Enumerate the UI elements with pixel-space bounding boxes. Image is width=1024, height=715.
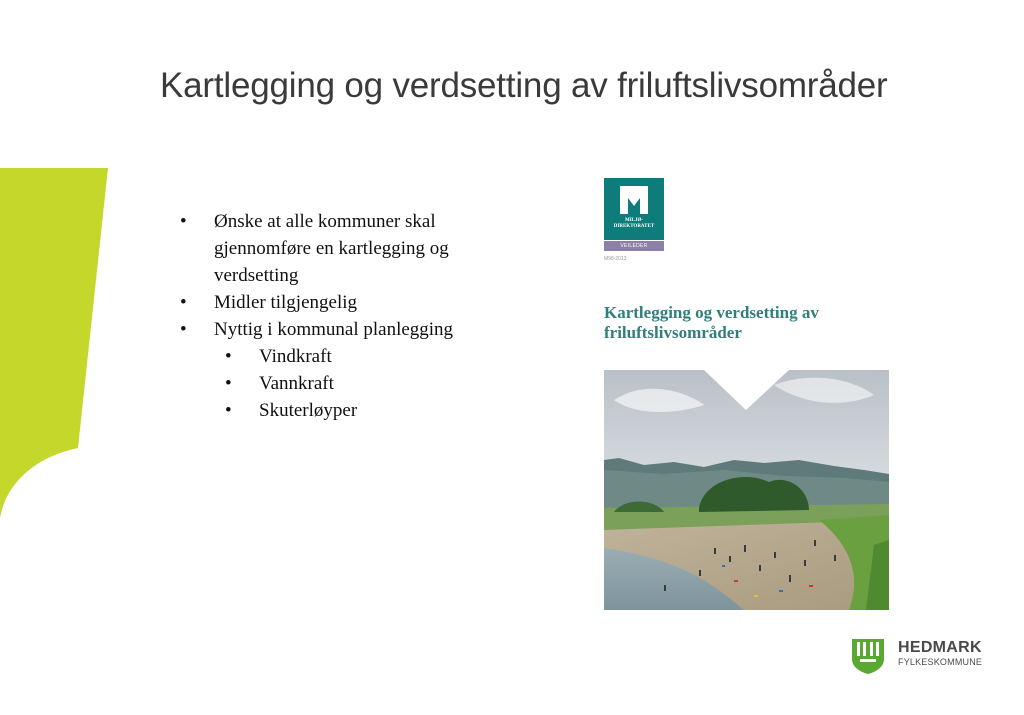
bullet-text: Nyttig i kommunal planlegging: [214, 319, 454, 340]
hedmark-fylkeskommune-logo: [850, 637, 1000, 677]
bullet-list: [180, 208, 520, 424]
beach-landscape-photo: [604, 370, 889, 610]
logo-text-line1: MILJØ-: [624, 218, 644, 223]
cover-title-line1: Kartlegging og verdsetting av: [604, 303, 819, 322]
org-name: HEDMARK: [898, 639, 982, 656]
bullet-marker: •: [180, 319, 187, 340]
bullet-text: Ønske at alle kommuner skal gjennomføre en kartlegging og verdsetting: [214, 211, 449, 286]
bullet-marker: •: [225, 373, 232, 394]
logo-text-line2: DIREKTORATET: [613, 224, 655, 229]
bullet-item: [180, 208, 520, 289]
miljodirektoratet-logo: [604, 178, 664, 240]
slide-title: Kartlegging og verdsetting av friluftslivsområder: [160, 66, 888, 105]
bullet-marker: •: [180, 292, 187, 313]
decorative-green-shape: [0, 168, 110, 528]
bullet-item: [180, 316, 520, 343]
bullet-text: Midler tilgjengelig: [214, 292, 358, 313]
report-number: M98-2013: [604, 256, 627, 262]
logo-text: [604, 218, 664, 230]
logo-m-icon: [604, 180, 664, 220]
bullet-marker: •: [180, 211, 187, 232]
cover-title-line2: friluftslivsområder: [604, 323, 742, 342]
bullet-marker: •: [225, 400, 232, 421]
hedmark-shield-icon: [850, 637, 886, 675]
cover-title: [604, 303, 884, 343]
bullet-marker: •: [225, 346, 232, 367]
veileder-tag: VEILEDER: [604, 241, 664, 251]
sub-bullet-text: Vannkraft: [259, 373, 334, 394]
report-cover-image: [600, 175, 892, 615]
sub-bullet-item: [180, 397, 520, 424]
org-subtitle: FYLKESKOMMUNE: [898, 657, 983, 667]
bullet-item: [180, 289, 520, 316]
sub-bullet-text: Vindkraft: [259, 346, 332, 367]
sub-bullet-item: [180, 343, 520, 370]
sub-bullet-item: [180, 370, 520, 397]
sub-bullet-text: Skuterløyper: [259, 400, 358, 421]
